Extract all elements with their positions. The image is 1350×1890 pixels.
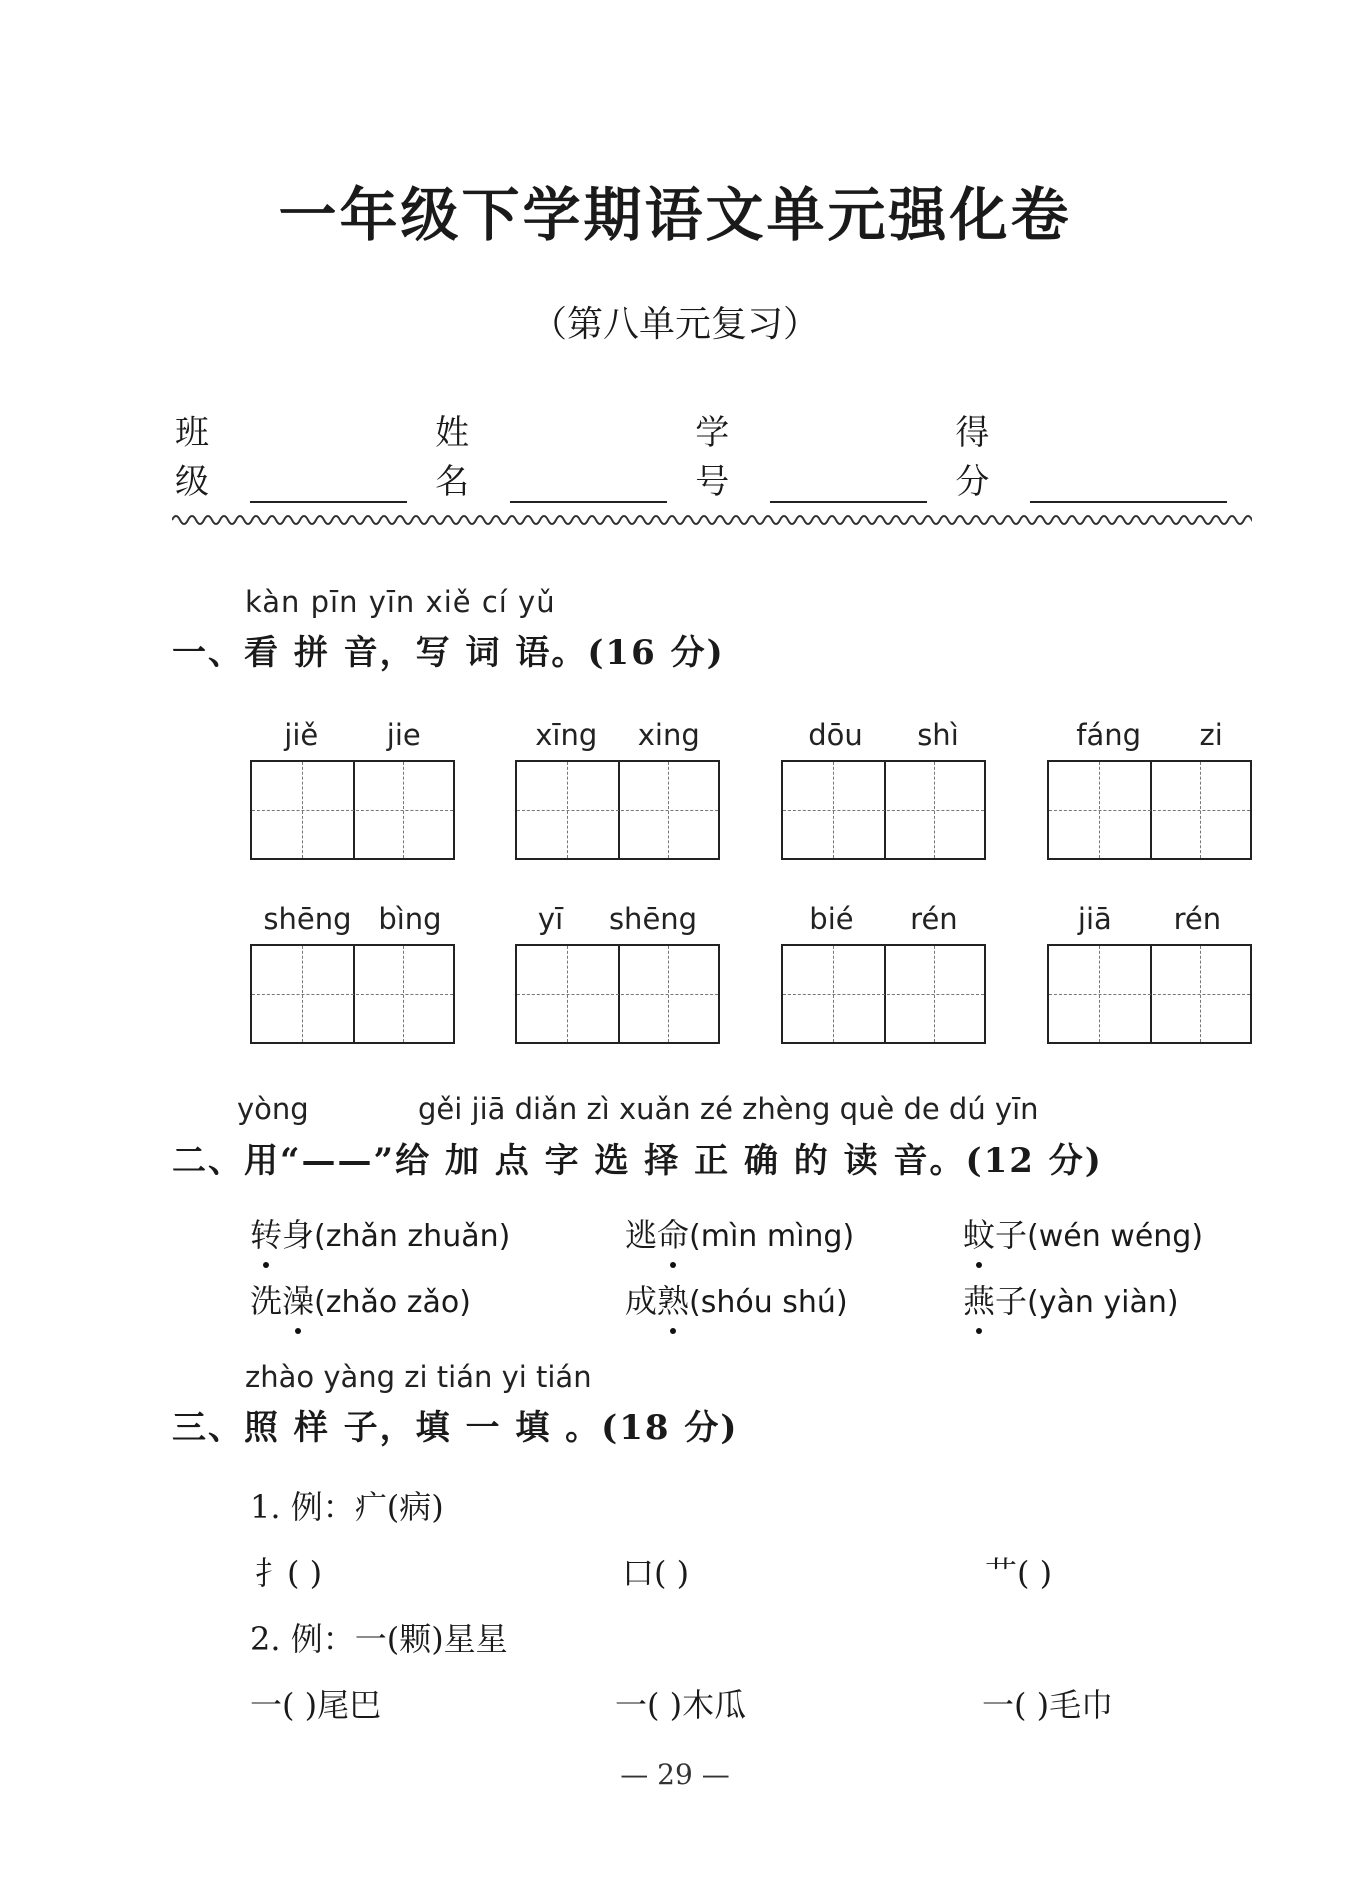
grid-guide — [517, 810, 718, 811]
grid-guide — [783, 994, 984, 995]
writing-grid-box[interactable] — [781, 944, 986, 1044]
grid-pinyin-first: xīng — [535, 718, 598, 752]
number-blank[interactable] — [770, 465, 927, 503]
char-text: 洗 — [250, 1282, 283, 1320]
page-number: — 29 — — [620, 1758, 730, 1791]
pinyin-options[interactable]: (zhǎn zhuǎn) — [314, 1219, 511, 1254]
grid-pinyin-first: shēng — [263, 902, 352, 936]
word-char-1 — [250, 1282, 282, 1320]
char-text: 子 — [995, 1282, 1028, 1320]
grid-pinyin-first: jiě — [284, 718, 319, 752]
word-char-1 — [625, 1282, 657, 1320]
char-text: 蚊 — [963, 1216, 996, 1254]
example-2: 2. 例：一(颗)星星 — [250, 1620, 508, 1658]
writing-grid-box[interactable] — [250, 760, 455, 860]
pronunciation-item[interactable] — [963, 1210, 1203, 1256]
info-score: 得分 — [955, 405, 1255, 503]
info-name: 姓名 — [435, 405, 695, 503]
word-char-1 — [625, 1216, 657, 1254]
section3-title: 三、照 样 子，填 一 填 。(18 分) — [172, 1408, 739, 1448]
grid-pinyin-first: bié — [809, 902, 854, 936]
section2-pinyin-a: yòng — [237, 1092, 309, 1126]
grid-guide — [1049, 994, 1250, 995]
grid-guide — [517, 994, 718, 995]
grid-pinyin-second: shì — [917, 718, 959, 752]
char-text: 身 — [282, 1216, 315, 1254]
word-char-1 — [963, 1282, 995, 1320]
word-char-1 — [963, 1216, 995, 1254]
grid-guide — [783, 810, 984, 811]
emphasis-dot — [976, 1262, 982, 1268]
pinyin-options[interactable]: (wén wéng) — [1027, 1219, 1204, 1254]
info-class: 班级 — [175, 405, 435, 503]
grid-pinyin — [515, 902, 720, 936]
word-char-2 — [995, 1282, 1027, 1320]
section1-pinyin: kàn pīn yīn xiě cí yǔ — [245, 585, 556, 619]
measure-blank-2[interactable]: 一( )木瓜 — [615, 1686, 747, 1724]
writing-grid-box[interactable] — [1047, 760, 1252, 860]
name-blank[interactable] — [510, 465, 667, 503]
writing-grid-box[interactable] — [1047, 944, 1252, 1044]
radical-blank-2[interactable]: 口( ) — [622, 1554, 690, 1592]
word-char-2 — [995, 1216, 1027, 1254]
word-char-2 — [282, 1282, 314, 1320]
word-char-1 — [250, 1216, 282, 1254]
emphasis-dot — [670, 1262, 676, 1268]
emphasis-dot — [976, 1328, 982, 1334]
section2-title: 二、用“——”给 加 点 字 选 择 正 确 的 读 音。(12 分) — [172, 1141, 1103, 1181]
writing-grid-box[interactable] — [781, 760, 986, 860]
pronunciation-item[interactable] — [963, 1276, 1179, 1322]
word-char-2 — [282, 1216, 314, 1254]
grid-pinyin-second: jie — [386, 718, 421, 752]
char-text: 逃 — [625, 1216, 658, 1254]
pinyin-options[interactable]: (zhǎo zǎo) — [314, 1285, 471, 1320]
emphasis-dot — [263, 1262, 269, 1268]
char-text: 成 — [625, 1282, 658, 1320]
page-title: 一年级下学期语文单元强化卷 — [278, 181, 1072, 249]
emphasis-dot — [295, 1328, 301, 1334]
grid-guide — [252, 994, 453, 995]
pronunciation-item[interactable] — [625, 1210, 854, 1256]
grid-guide — [252, 810, 453, 811]
page-subtitle: （第八单元复习） — [530, 304, 819, 345]
grid-pinyin — [250, 718, 455, 752]
radical-blank-1[interactable]: 扌( ) — [255, 1554, 323, 1592]
grid-pinyin — [781, 902, 986, 936]
word-char-2 — [657, 1282, 689, 1320]
grid-pinyin-second: xing — [637, 718, 700, 752]
pronunciation-item[interactable] — [625, 1276, 848, 1322]
char-text: 熟 — [657, 1282, 690, 1320]
grid-pinyin — [250, 902, 455, 936]
student-info — [175, 405, 1255, 503]
grid-guide — [1049, 810, 1250, 811]
radical-blank-3[interactable]: 艹( ) — [985, 1554, 1053, 1592]
grid-pinyin — [781, 718, 986, 752]
grid-pinyin-second: rén — [1173, 902, 1222, 936]
word-char-2 — [657, 1216, 689, 1254]
grid-pinyin-second: rén — [910, 902, 958, 936]
pinyin-options[interactable]: (yàn yiàn) — [1027, 1285, 1179, 1320]
example-1: 1. 例：疒(病) — [250, 1488, 444, 1526]
grid-pinyin-first: yī — [537, 902, 564, 936]
emphasis-dot — [670, 1328, 676, 1334]
class-blank[interactable] — [250, 465, 407, 503]
grid-pinyin — [515, 718, 720, 752]
writing-grid-box[interactable] — [515, 944, 720, 1044]
measure-blank-1[interactable]: 一( )尾巴 — [250, 1686, 382, 1724]
info-number: 学号 — [695, 405, 955, 503]
score-blank[interactable] — [1030, 465, 1227, 503]
char-text: 燕 — [963, 1282, 996, 1320]
pinyin-options[interactable]: (shóu shú) — [689, 1285, 848, 1320]
grid-pinyin-second: shēng — [608, 902, 698, 936]
writing-grid-box[interactable] — [250, 944, 455, 1044]
grid-pinyin-second: bìng — [378, 902, 442, 936]
pinyin-options[interactable]: (mìn mìng) — [689, 1219, 855, 1254]
grid-pinyin — [1047, 718, 1252, 752]
writing-grid-box[interactable] — [515, 760, 720, 860]
measure-blank-3[interactable]: 一( )毛巾 — [982, 1686, 1114, 1724]
section1-title: 一、看 拼 音，写 词 语。(16 分) — [172, 633, 725, 673]
section2-pinyin-b: gěi jiā diǎn zì xuǎn zé zhèng què de dú yīn — [418, 1092, 1039, 1126]
grid-pinyin-second: zi — [1199, 718, 1223, 752]
grid-pinyin — [1047, 902, 1252, 936]
char-text: 转 — [250, 1216, 283, 1254]
grid-pinyin-first: dōu — [808, 718, 863, 752]
pronunciation-item[interactable] — [250, 1210, 510, 1256]
char-text: 澡 — [282, 1282, 315, 1320]
pronunciation-item[interactable] — [250, 1276, 471, 1322]
char-text: 子 — [995, 1216, 1028, 1254]
char-text: 命 — [657, 1216, 690, 1254]
grid-pinyin-first: jiā — [1077, 902, 1112, 936]
grid-pinyin-first: fáng — [1076, 718, 1142, 752]
wavy-divider — [172, 510, 1252, 530]
section3-pinyin: zhào yàng zi tián yi tián — [245, 1360, 592, 1394]
